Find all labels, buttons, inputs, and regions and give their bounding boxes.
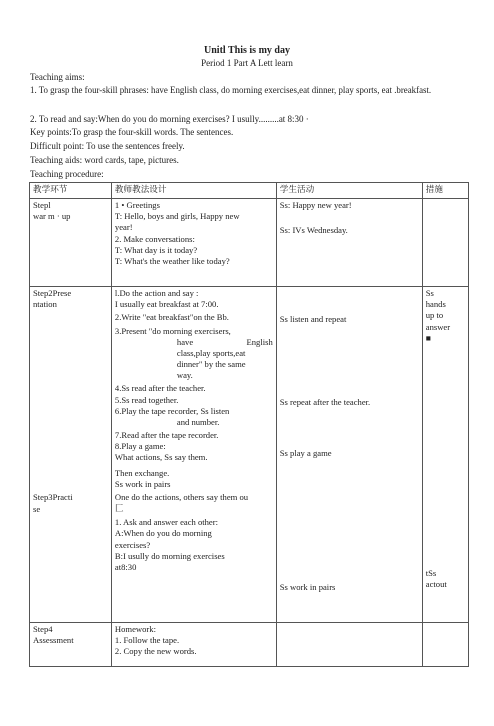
step2-student-line: Ss play a game xyxy=(279,448,332,459)
step2-teacher-line xyxy=(115,337,273,348)
step1-name-cont: war m · up xyxy=(33,211,71,222)
step3-teacher-line: 匚 xyxy=(114,503,124,514)
step2-teacher-line: 3.Present "do morning exercisers, xyxy=(114,325,231,336)
step2-teacher-line: l.Do the action and say : xyxy=(114,288,199,298)
teaching-procedure-label: Teaching procedure: xyxy=(30,169,104,179)
step2-3-measure-cell xyxy=(422,287,468,623)
step2-measure-line: Ss xyxy=(425,288,434,298)
step2-3-name-cell xyxy=(30,287,112,623)
step1-teacher-line: T: What's the weather like today? xyxy=(114,255,230,266)
step2-measure-line: answer xyxy=(425,321,451,332)
header-measures: 措施 xyxy=(422,183,468,199)
step2-teacher-line: 6.Play the tape recorder, Ss listen xyxy=(114,405,230,416)
step2-teacher-line: 2.Write "eat breakfast"on the Bb. xyxy=(114,312,229,323)
step3-teacher-line: 1. Ask and answer each other: xyxy=(114,517,218,528)
step4-student-cell xyxy=(276,623,422,667)
step2-teacher-line: What actions, Ss say them. xyxy=(114,452,208,463)
step4-teacher-line: 1. Follow the tape. xyxy=(114,635,180,646)
step1-student-cell xyxy=(276,199,422,287)
table-header-row xyxy=(30,183,469,199)
step3-measure-line: actout xyxy=(425,579,447,590)
step2-measure-line: ■ xyxy=(425,332,431,343)
step1-student-line: Ss: Happy new year! xyxy=(279,200,352,210)
step3-measure-line: tSs xyxy=(425,567,437,578)
step2-teacher-line: 4.Ss read after the teacher. xyxy=(114,383,206,394)
step3-teacher-line: Ss work in pairs xyxy=(114,478,171,489)
table-row-step4 xyxy=(30,623,469,667)
step3-teacher-line: at8:30 xyxy=(114,561,137,572)
step2-teacher-line: 7.Read after the tape recorder. xyxy=(114,430,219,441)
step2-3-student-cell xyxy=(276,287,422,623)
step4-measure-cell xyxy=(422,623,468,667)
lesson-subtitle: Period 1 Part A Lett learn xyxy=(201,58,293,68)
step4-name-cell xyxy=(30,623,112,667)
teaching-aim-1: 1. To grasp the four-skill phrases: have English class, do morning exercises,eat dinner, play sports, eat .breakfast. xyxy=(30,85,432,95)
word-have: have xyxy=(176,336,194,347)
step2-teacher-line: 5.Ss read together. xyxy=(114,394,179,405)
step1-teacher-line: 2. Make conversations: xyxy=(114,233,195,244)
step2-measure-line: hands xyxy=(425,299,446,310)
header-student-activity: 学生活动 xyxy=(276,183,422,199)
step1-teacher-line: year! xyxy=(114,222,133,233)
step1-teacher-cell xyxy=(111,199,276,287)
step3-name-cont: se xyxy=(33,503,41,514)
step3-teacher-line: One do the actions, others say them ou xyxy=(114,491,249,502)
step2-teacher-line: Then exchange. xyxy=(114,467,170,478)
step2-teacher-line: way. xyxy=(176,370,193,381)
step2-name-cont: ntation xyxy=(33,299,57,310)
step2-student-line: Ss listen and repeat xyxy=(279,314,347,324)
step1-teacher-line: T: Hello, boys and girls, Happy new xyxy=(114,211,240,222)
step2-teacher-line: I usually eat breakfast at 7:00. xyxy=(114,299,219,310)
step1-name-cell xyxy=(30,199,112,287)
word-english: English xyxy=(246,336,273,347)
step4-teacher-cell xyxy=(111,623,276,667)
step2-student-line: Ss repeat after the teacher. xyxy=(279,397,371,408)
step1-name: Stepl xyxy=(33,200,51,210)
step4-teacher-line: Homework: xyxy=(114,624,156,634)
step1-student-line: Ss: IVs Wednesday. xyxy=(279,225,348,236)
procedure-table xyxy=(29,182,469,667)
header-stage: 教学环节 xyxy=(30,183,112,199)
teaching-aim-2: 2. To read and say:When do you do morning exercises? I usully.........at 8:30 · xyxy=(30,114,309,124)
header-teacher-design: 教师教法设计 xyxy=(111,183,276,199)
step2-name: Step2Prese xyxy=(33,288,72,298)
step1-teacher-line: T: What day is it today? xyxy=(114,244,198,255)
step1-teacher-line: 1 • Greetings xyxy=(114,200,160,210)
lesson-title: Unitl This is my day xyxy=(204,45,290,56)
table-row-step1 xyxy=(30,199,469,287)
table-row-step2-3 xyxy=(30,287,469,623)
step3-teacher-line: B:I usully do morning exercises xyxy=(114,550,225,561)
step4-name-cont: Assessment xyxy=(33,635,74,646)
step3-student-line: Ss work in pairs xyxy=(279,581,336,592)
teaching-aids: Teaching aids: word cards, tape, pictures. xyxy=(30,155,179,165)
step3-name: Step3Practi xyxy=(33,492,73,503)
step2-teacher-line: class,play sports,eat xyxy=(176,347,246,358)
step2-3-teacher-cell xyxy=(111,287,276,623)
step4-teacher-line: 2. Copy the new words. xyxy=(114,646,197,657)
step2-teacher-line: dinner" by the same xyxy=(176,359,246,370)
step2-measure-line: up to xyxy=(425,310,444,321)
step2-teacher-line: 8.Play a game: xyxy=(114,441,166,452)
step1-measure-cell xyxy=(422,199,468,287)
difficult-point: Difficult point: To use the sentences freely. xyxy=(30,141,185,151)
step3-teacher-line: exercises? xyxy=(114,539,151,550)
teaching-aims-label: Teaching aims: xyxy=(30,72,85,82)
key-points: Key points:To grasp the four-skill words. The sentences. xyxy=(30,127,234,137)
step3-teacher-line: A:When do you do morning xyxy=(114,528,212,539)
step4-name: Step4 xyxy=(33,624,53,634)
step2-teacher-line: and number. xyxy=(176,416,220,427)
